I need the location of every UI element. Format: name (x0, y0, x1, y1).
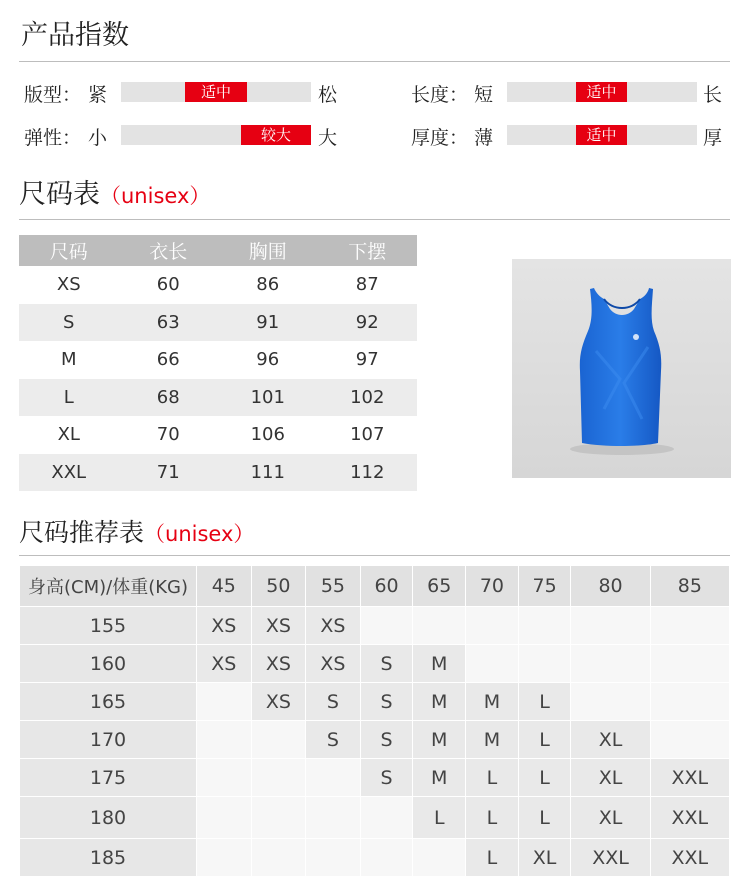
cell-length: 63 (119, 304, 219, 342)
weight-header: 60 (361, 566, 413, 606)
col-header-hem: 下摆 (318, 235, 418, 266)
size-cell: M (466, 721, 518, 758)
recommend-table-title: 尺码推荐表 (19, 518, 145, 547)
table-row (19, 341, 417, 379)
size-cell: L (466, 797, 518, 838)
size-cell (466, 607, 518, 644)
size-cell (361, 839, 413, 876)
index-marker-length: 适中 (576, 82, 627, 102)
size-cell: S (306, 721, 360, 758)
size-cell: XL (571, 721, 649, 758)
cell-size: S (19, 304, 119, 342)
cell-chest: 106 (250, 424, 285, 446)
size-cell: L (519, 721, 571, 758)
size-table-heading (19, 172, 210, 211)
size-cell (197, 797, 251, 838)
height-label: 165 (20, 683, 196, 720)
size-cell: XS (252, 607, 306, 644)
product-photo (512, 259, 731, 478)
corner-label: 身高(CM)/体重(KG) (20, 566, 196, 606)
size-cell: XXL (651, 797, 729, 838)
weight-header: 65 (413, 566, 465, 606)
size-cell (519, 645, 571, 682)
size-cell (651, 721, 729, 758)
recommend-table (19, 565, 730, 877)
index-label-fit: 版型： (24, 84, 82, 106)
index-min-fit: 紧 (88, 84, 108, 106)
size-cell (252, 759, 306, 796)
index-bar-elasticity (121, 125, 311, 145)
col-header-length: 衣长 (119, 235, 219, 266)
height-label: 155 (20, 607, 196, 644)
cell-hem: 92 (318, 304, 418, 342)
index-label-thickness: 厚度： (411, 127, 469, 149)
product-index-title: 产品指数 (21, 20, 129, 51)
col-header-chest: 胸围 (218, 235, 318, 266)
size-cell (571, 607, 649, 644)
size-cell: M (466, 683, 518, 720)
cell-hem: 102 (318, 379, 418, 417)
cell-size: M (60, 349, 77, 371)
size-cell (306, 797, 360, 838)
size-cell (306, 839, 360, 876)
index-max-thickness: 厚 (703, 127, 723, 149)
index-min-length: 短 (474, 84, 494, 106)
table-row (20, 607, 729, 644)
size-table (19, 235, 417, 491)
table-row (20, 721, 729, 758)
weight-header: 50 (252, 566, 306, 606)
recommend-table-tag: （unisex） (144, 522, 255, 546)
size-cell (361, 607, 413, 644)
index-max-fit: 松 (318, 84, 338, 106)
weight-header: 85 (651, 566, 729, 606)
index-label-length: 长度： (411, 84, 469, 106)
size-cell: XXL (651, 839, 729, 876)
size-cell: XL (571, 759, 649, 796)
table-row (19, 304, 417, 342)
size-cell (519, 607, 571, 644)
size-cell: XS (306, 607, 360, 644)
table-row (20, 683, 729, 720)
index-max-length: 长 (703, 84, 723, 106)
cell-chest: 86 (256, 274, 280, 296)
table-row (19, 454, 417, 492)
size-cell: XS (252, 645, 306, 682)
size-cell: L (466, 759, 518, 796)
size-cell: L (519, 759, 571, 796)
size-cell (413, 839, 465, 876)
size-cell: S (361, 721, 413, 758)
size-cell (651, 645, 729, 682)
index-min-thickness: 薄 (474, 127, 494, 149)
size-cell (651, 607, 729, 644)
cell-size: XS (56, 274, 81, 296)
index-min-elasticity: 小 (88, 127, 108, 149)
size-cell (197, 839, 251, 876)
size-cell (413, 607, 465, 644)
table-row (20, 839, 729, 876)
index-marker-thickness: 适中 (576, 125, 627, 145)
cell-hem: 87 (355, 274, 379, 296)
size-cell (252, 839, 306, 876)
index-marker-elasticity: 较大 (241, 125, 311, 145)
size-cell: XS (197, 607, 251, 644)
cell-length: 68 (119, 379, 219, 417)
height-label: 185 (20, 839, 196, 876)
size-cell: M (413, 721, 465, 758)
table-row (20, 797, 729, 838)
cell-chest: 96 (256, 349, 280, 371)
height-label: 180 (20, 797, 196, 838)
table-row (19, 379, 417, 417)
size-table-tag: （unisex） (100, 184, 211, 208)
table-row (20, 759, 729, 796)
cell-length: 71 (119, 454, 219, 492)
weight-header: 70 (466, 566, 518, 606)
size-cell (252, 797, 306, 838)
cell-chest: 111 (218, 454, 318, 492)
cell-hem: 112 (318, 454, 418, 492)
size-cell: M (413, 645, 465, 682)
size-cell (466, 645, 518, 682)
size-cell (197, 721, 251, 758)
cell-size: XXL (19, 454, 119, 492)
index-bar-thickness (507, 125, 697, 145)
table-row (20, 645, 729, 682)
size-cell: S (361, 645, 413, 682)
height-label: 175 (20, 759, 196, 796)
size-cell (361, 797, 413, 838)
cell-size: XL (57, 424, 80, 446)
size-cell: XS (306, 645, 360, 682)
size-cell: XL (519, 839, 571, 876)
size-cell (571, 683, 649, 720)
size-cell: S (306, 683, 360, 720)
cell-length: 66 (156, 349, 180, 371)
size-cell: L (519, 797, 571, 838)
cell-length: 70 (156, 424, 180, 446)
size-cell (197, 683, 251, 720)
weight-header: 45 (197, 566, 251, 606)
height-label: 160 (20, 645, 196, 682)
size-cell (571, 645, 649, 682)
weight-header: 55 (306, 566, 360, 606)
weight-header: 80 (571, 566, 649, 606)
size-cell: S (361, 683, 413, 720)
col-header-size: 尺码 (19, 235, 119, 266)
weight-header: 75 (519, 566, 571, 606)
size-cell: M (413, 683, 465, 720)
size-cell (197, 759, 251, 796)
size-cell: XL (571, 797, 649, 838)
index-max-elasticity: 大 (318, 127, 338, 149)
recommend-table-heading (19, 513, 254, 549)
index-bar-length (507, 82, 697, 102)
size-cell (651, 683, 729, 720)
size-cell: XXL (651, 759, 729, 796)
size-cell (252, 721, 306, 758)
index-bar-fit (121, 82, 311, 102)
size-cell: S (361, 759, 413, 796)
tank-top-image (512, 259, 731, 478)
size-cell: XXL (571, 839, 649, 876)
size-cell: M (413, 759, 465, 796)
size-cell: XS (252, 683, 306, 720)
size-table-title: 尺码表 (19, 179, 100, 210)
cell-chest: 91 (218, 304, 318, 342)
cell-length: 60 (156, 274, 180, 296)
table-row (19, 416, 417, 454)
section-divider (19, 61, 730, 62)
size-cell (306, 759, 360, 796)
size-cell: L (466, 839, 518, 876)
cell-chest: 101 (218, 379, 318, 417)
size-cell: XS (197, 645, 251, 682)
recommend-body (20, 607, 729, 876)
table-row (19, 266, 417, 304)
index-marker-fit: 适中 (185, 82, 247, 102)
size-table-header (19, 235, 417, 266)
section-divider (19, 555, 730, 556)
size-cell: L (413, 797, 465, 838)
cell-hem: 97 (355, 349, 379, 371)
height-label: 170 (20, 721, 196, 758)
index-label-elasticity: 弹性： (24, 127, 82, 149)
recommend-header-row (20, 566, 729, 606)
cell-size: L (19, 379, 119, 417)
size-cell: L (519, 683, 571, 720)
cell-hem: 107 (350, 424, 385, 446)
section-divider (19, 219, 730, 220)
